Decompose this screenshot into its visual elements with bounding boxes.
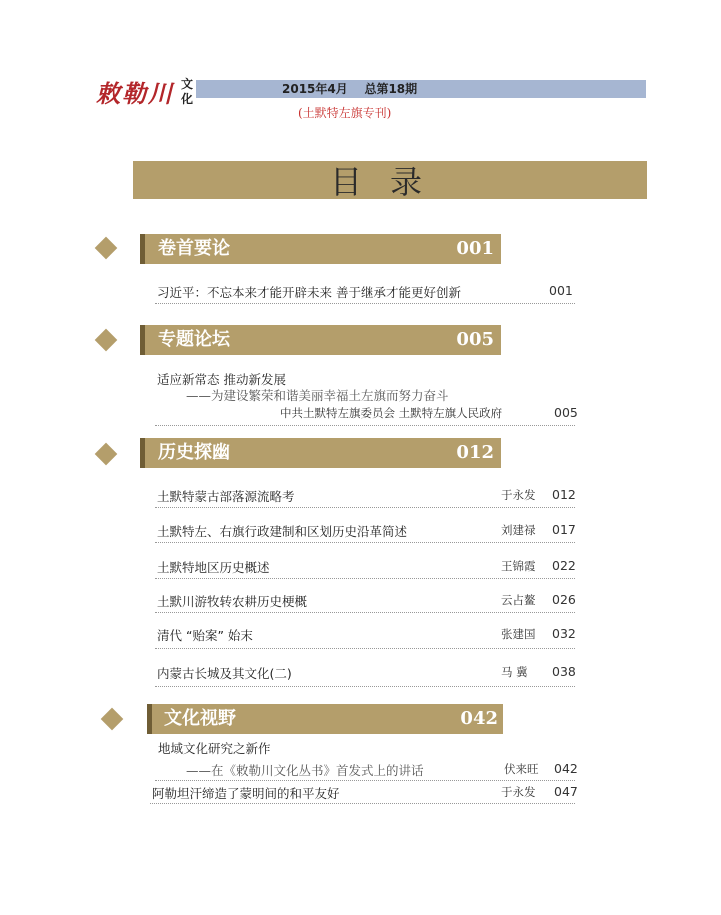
toc-entry-author: 云占鳌 <box>501 593 536 607</box>
toc-title: 目录 <box>329 163 450 201</box>
header-bar <box>196 80 646 98</box>
dotted-divider <box>155 542 575 543</box>
toc-entry-author: 伏来旺 <box>504 762 539 776</box>
section-name: 文化视野 <box>164 708 236 729</box>
toc-entry-page: 026 <box>552 592 576 607</box>
toc-entry-page: 005 <box>554 405 578 420</box>
toc-entry-author: 于永发 <box>501 785 536 799</box>
section-page: 012 <box>456 442 494 463</box>
toc-entry-subtitle: ——为建设繁荣和谐美丽幸福土左旗而努力奋斗 <box>186 388 449 403</box>
toc-entry-title[interactable]: 内蒙古长城及其文化(二) <box>157 666 292 681</box>
section-page: 001 <box>456 238 494 259</box>
toc-entry-page: 038 <box>552 664 576 679</box>
toc-entry-page: 022 <box>552 558 576 573</box>
magazine-logo: 敕勒川 <box>96 79 174 108</box>
dotted-divider <box>155 578 575 579</box>
dotted-divider <box>155 303 575 304</box>
dotted-divider <box>155 425 575 426</box>
toc-entry-page: 042 <box>554 761 578 776</box>
toc-entry-title[interactable]: 地域文化研究之新作 <box>158 741 271 756</box>
toc-entry-page: 001 <box>549 283 573 298</box>
section-page: 042 <box>460 708 498 729</box>
toc-entry-page: 047 <box>554 784 578 799</box>
toc-entry-title[interactable]: 阿勒坦汗缔造了蒙明间的和平友好 <box>152 786 340 801</box>
toc-entry-title[interactable]: 土默特地区历史概述 <box>157 560 270 575</box>
dotted-divider <box>155 686 575 687</box>
toc-entry-author: 刘建禄 <box>501 523 536 537</box>
section-diamond-icon <box>101 708 124 731</box>
issue-info: 2015年4月 总第18期 <box>282 82 418 96</box>
toc-entry-author: 王锦霞 <box>501 559 536 573</box>
dotted-divider <box>155 507 575 508</box>
toc-entry-author: 张建国 <box>501 627 536 641</box>
toc-entry-title[interactable]: 土默特蒙古部落源流略考 <box>157 489 295 504</box>
toc-entry-title[interactable]: 清代 “贻案” 始末 <box>157 628 253 643</box>
section-name: 卷首要论 <box>158 238 230 259</box>
section-page: 005 <box>456 329 494 350</box>
section-name: 历史探幽 <box>158 442 230 463</box>
dotted-divider <box>155 780 575 781</box>
dotted-divider <box>155 648 575 649</box>
toc-entry-author: 于永发 <box>501 488 536 502</box>
toc-entry-title[interactable]: 土默川游牧转农耕历史梗概 <box>157 594 308 609</box>
toc-entry-title[interactable]: 适应新常态 推动新发展 <box>157 372 286 387</box>
toc-entry-author: 中共土默特左旗委员会 土默特左旗人民政府 <box>280 406 503 420</box>
toc-entry-page: 017 <box>552 522 576 537</box>
section-diamond-icon <box>95 443 118 466</box>
toc-entry-subtitle: ——在《敕勒川文化丛书》首发式上的讲话 <box>186 763 424 778</box>
magazine-logo-subtitle: 文化 <box>181 77 194 106</box>
section-diamond-icon <box>95 329 118 352</box>
toc-entry-author: 马 冀 <box>501 665 528 679</box>
toc-entry-page: 032 <box>552 626 576 641</box>
special-edition-label: (土默特左旗专刊) <box>298 106 392 120</box>
toc-entry-page: 012 <box>552 487 576 502</box>
toc-entry-title[interactable]: 习近平：不忘本来才能开辟未来 善于继承才能更好创新 <box>157 285 461 300</box>
dotted-divider <box>155 612 575 613</box>
section-name: 专题论坛 <box>158 329 230 350</box>
section-diamond-icon <box>95 237 118 260</box>
dotted-divider <box>150 803 575 804</box>
toc-entry-title[interactable]: 土默特左、右旗行政建制和区划历史沿革简述 <box>157 524 408 539</box>
